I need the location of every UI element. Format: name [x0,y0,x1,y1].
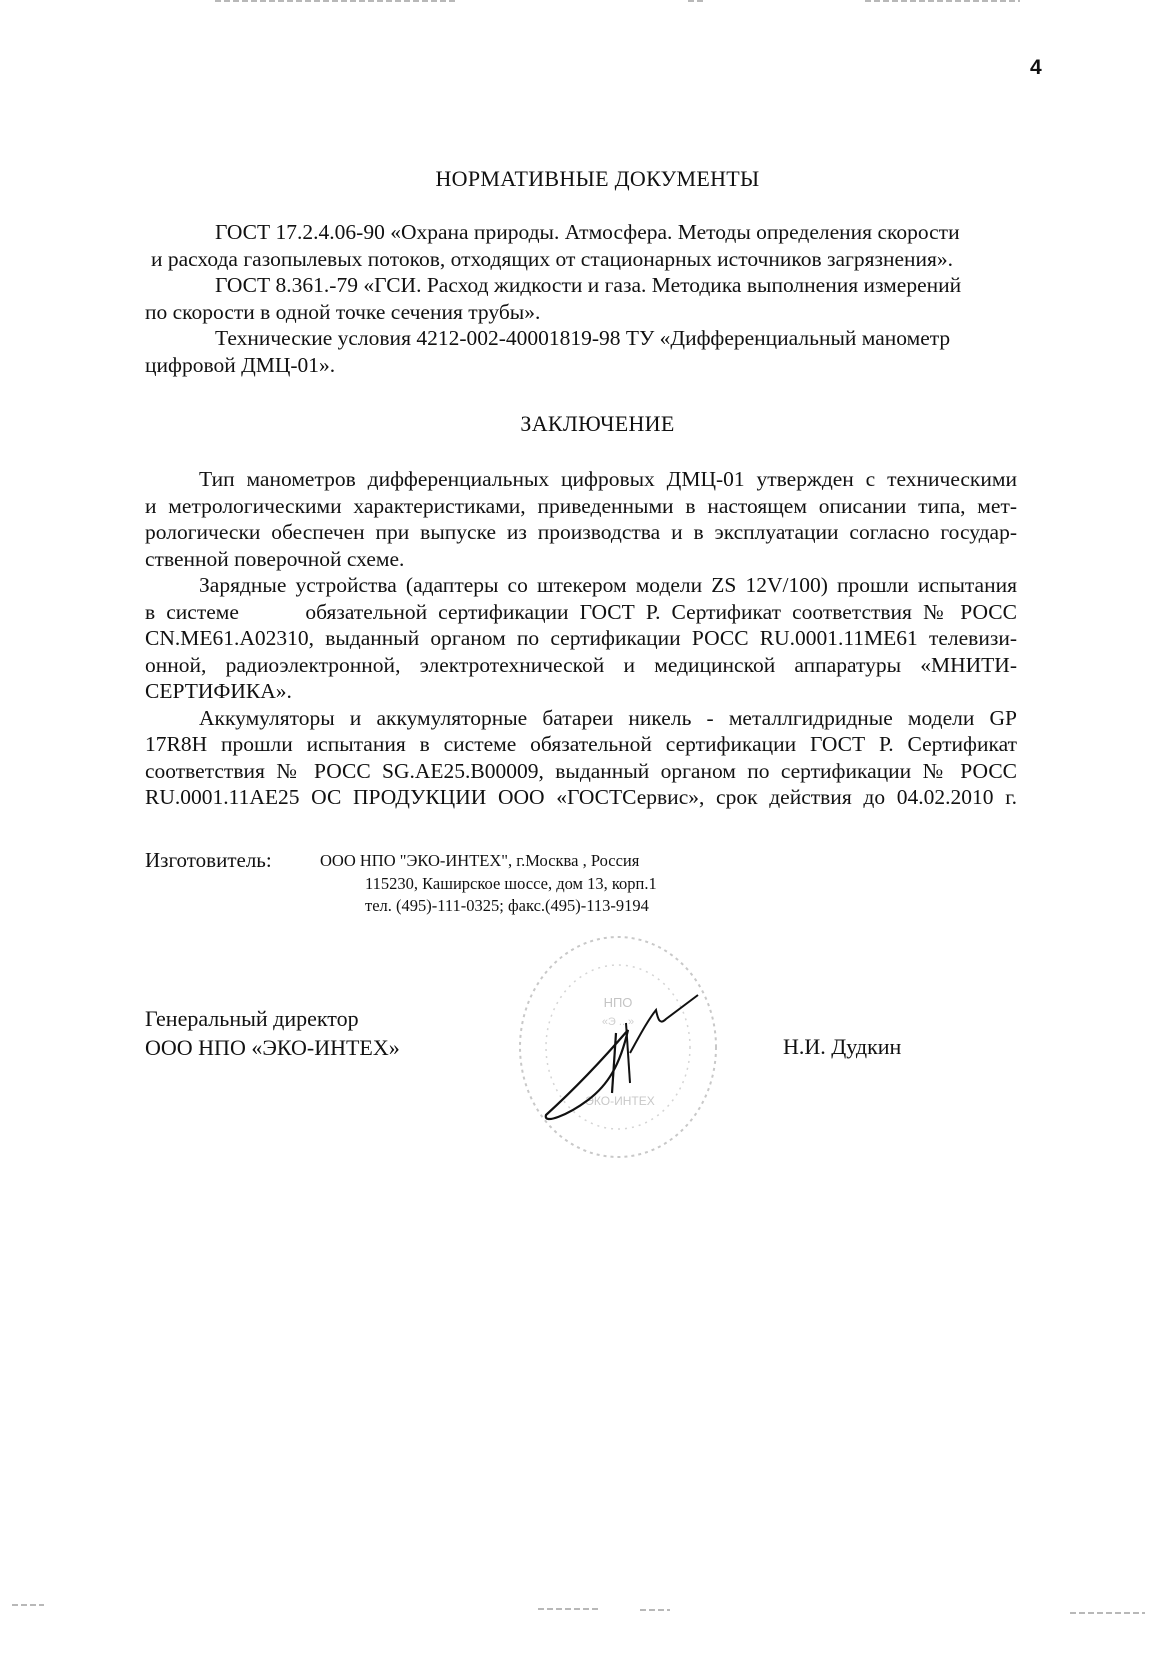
normative-doc-item [145,219,1017,272]
paragraph-line: CN.ME61.A02310, выданный органом по сертификации РОСС RU.0001.11ME61 телевизи- [145,626,1017,650]
normative-doc-item [145,325,1017,378]
paragraph-line: в системе обязательной сертификации ГОСТ Р. Сертификат соответствия № РОСС [145,599,1017,624]
manufacturer-label: Изготовитель: [145,848,272,872]
scan-artifact-top-mid [688,0,704,2]
signatory-position: Генеральный директор [145,1006,359,1031]
doc-line: по скорости в одной точке сечения трубы». [145,299,541,324]
normative-doc-item [145,272,1017,325]
svg-text:НПО: НПО [603,995,633,1010]
paragraph-line: онной, радиоэлектронной, электротехнической и медицинской аппаратуры «МНИТИ- [145,652,1017,677]
normative-documents-title: НОРМАТИВНЫЕ ДОКУМЕНТЫ [435,166,760,191]
paragraph-line: Тип манометров дифференциальных цифровых ДМЦ-01 утвержден с техническими [199,467,1017,491]
paragraph-line: RU.0001.11AE25 ОС ПРОДУКЦИИ ООО «ГОСТСервис», срок действия до 04.02.2010 г. [145,785,1017,809]
conclusion-title: ЗАКЛЮЧЕНИЕ [520,411,675,436]
svg-text:«Э ...»: «Э ...» [601,1016,635,1028]
scan-artifact-bottom-mid2 [640,1609,670,1611]
paragraph-line: СЕРТИФИКА». [145,679,292,703]
manufacturer-contacts: тел. (495)-111-0325; факс.(495)-113-9194 [365,896,649,915]
paragraph-line: и метрологическими характеристиками, приведенными в настоящем описании типа, мет- [145,493,1017,518]
conclusion-body [145,466,1017,811]
doc-line: и расхода газопылевых потоков, отходящих от стационарных источников загрязнения». [151,246,954,271]
paragraph-line: 17R8H прошли испытания в системе обязательной сертификации ГОСТ Р. Сертификат [145,732,1017,756]
scan-artifact-bottom-left [12,1604,44,1606]
page-number: 4 [1030,56,1042,79]
svg-text:ЭКО-ИНТЕХ: ЭКО-ИНТЕХ [585,1094,655,1108]
doc-line: ГОСТ 17.2.4.06-90 «Охрана природы. Атмосфера. Методы определения скорости [215,220,960,244]
doc-line: цифровой ДМЦ-01». [145,352,336,377]
conclusion-paragraph-2 [145,572,1017,705]
doc-line: Технические условия 4212-002-40001819-98 ТУ «Дифференциальный манометр [215,326,951,350]
signatory-block [145,1004,400,1062]
paragraph-line: Аккумуляторы и аккумуляторные батареи никель - металлгидридные модели GP [199,705,1017,730]
normative-documents-list [145,219,1017,378]
signatory-organization: ООО НПО «ЭКО-ИНТЕХ» [145,1035,400,1060]
scan-artifact-top-right [865,0,1020,2]
paragraph-line: соответствия № РОСС SG.AE25.B00009, выданный органом по сертификации № РОСС [145,758,1017,783]
manufacturer-name: ООО НПО "ЭКО-ИНТЕХ", г.Москва , Россия [320,851,640,870]
paragraph-line: Зарядные устройства (адаптеры со штекером модели ZS 12V/100) прошли испытания [199,573,1017,597]
paragraph-line: рологически обеспечен при выпуске из производства и в эксплуатации согласно государ- [145,520,1017,544]
signatory-name: Н.И. Дудкин [783,1034,902,1059]
manufacturer-address: 115230, Каширское шоссе, дом 13, корп.1 [365,873,657,893]
scan-artifact-top-left [215,0,455,2]
scan-artifact-bottom-right [1070,1612,1145,1614]
scan-artifact-bottom-mid [538,1608,598,1610]
conclusion-paragraph-3 [145,705,1017,811]
conclusion-paragraph-1 [145,466,1017,572]
doc-line: ГОСТ 8.361.-79 «ГСИ. Расход жидкости и газа. Методика выполнения измерений [215,273,962,297]
manufacturer-details [320,850,657,918]
stamp-and-signature-icon [508,925,728,1165]
paragraph-line: ственной поверочной схеме. [145,546,405,571]
